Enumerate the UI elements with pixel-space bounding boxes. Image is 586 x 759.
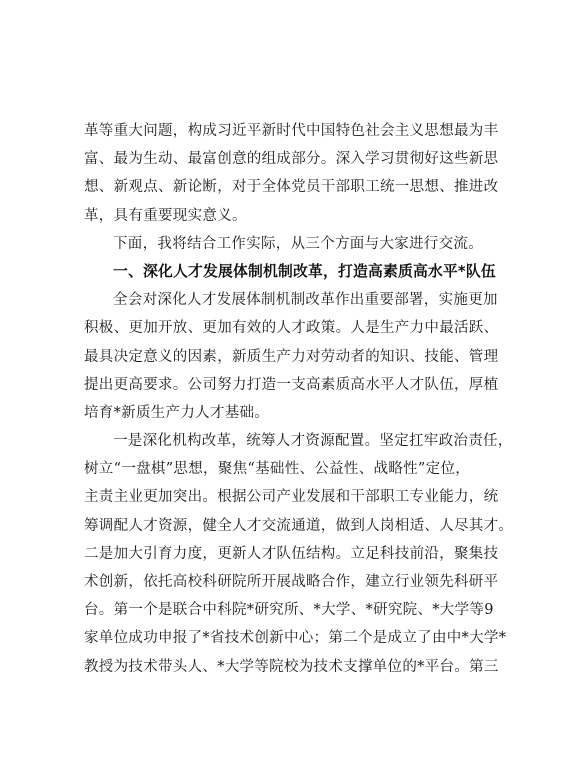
text-line: 主责主业更加突出。根据公司产业发展和干部职工专业能力，统 (84, 489, 499, 506)
text-line: 二是加大引育力度，更新人才队伍结构。立足科技前沿，聚集技 (84, 545, 499, 562)
text-line: 培育*新质生产力人才基础。 (84, 404, 270, 421)
text-line: 提出更高要求。公司努力打造一支高素质高水平人才队伍，厚植 (84, 376, 499, 393)
text-line: 树立“一盘棋”思想，聚焦“基础性、公益性、战略性”定位， (84, 461, 471, 478)
text-line: 革等重大问题，构成习近平新时代中国特色社会主义思想最为丰 (84, 123, 499, 139)
text-line: 想、新观点、新论断，对于全体党员干部职工统一思想、推进改 (84, 179, 499, 196)
text-line: 家单位成功申报了*省技术创新中心；第二个是成立了由中*大学* (84, 630, 507, 647)
text-line: 术创新，依托高校科研院所开展战略合作，建立行业领先科研平 (84, 574, 499, 590)
text-line: 下面，我将结合工作实际，从三个方面与大家进行交流。 (113, 235, 483, 252)
text-line: 最具决定意义的因素，新质生产力对劳动者的知识、技能、管理 (84, 348, 499, 365)
section-heading: 一、深化人才发展体制机制改革，打造高素质高水平*队伍 (113, 262, 496, 280)
text-line: 全会对深化人才发展体制机制改革作出重要部署，实施更加 (113, 292, 498, 309)
text-line: 富、最为生动、最富创意的组成部分。深入学习贯彻好这些新思 (84, 151, 499, 168)
text-line: 筹调配人才资源，健全人才交流通道，做到人岗相适、人尽其才。 (84, 517, 514, 534)
text-line: 革，具有重要现实意义。 (84, 207, 247, 224)
text-line: 台。第一个是联合中科院*研究所、*大学、*研究院、*大学等9 (84, 602, 494, 619)
document-body (84, 117, 514, 681)
text-line: 教授为技术带头人、*大学等院校为技术支撑单位的*平台。第三 (84, 658, 499, 675)
text-line: 一是深化机构改革，统筹人才资源配置。坚定扛牢政治责任， (113, 433, 513, 450)
text-line: 积极、更加开放、更加有效的人才政策。人是生产力中最活跃、 (84, 320, 499, 337)
